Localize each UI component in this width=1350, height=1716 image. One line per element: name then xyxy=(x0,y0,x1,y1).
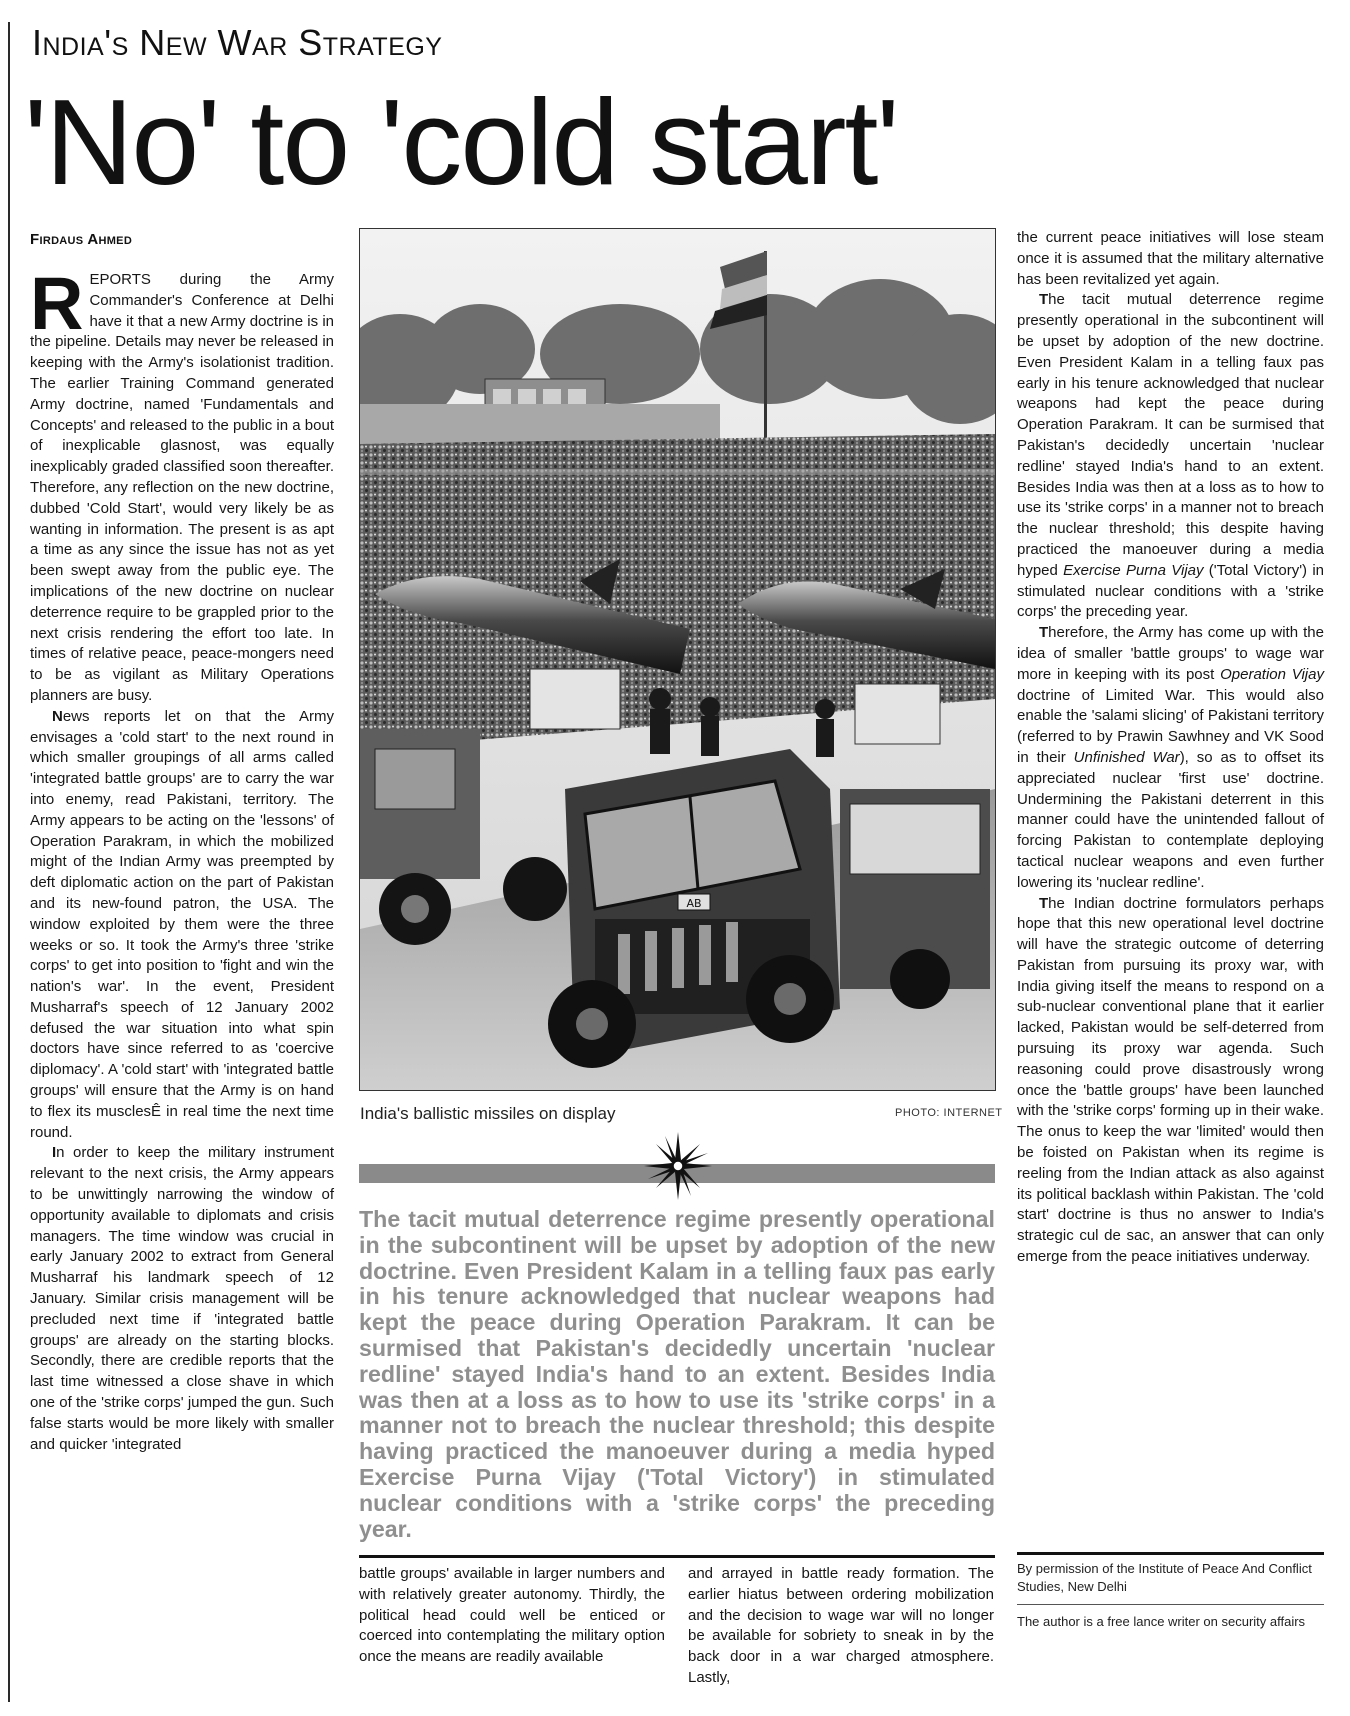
author-note: The author is a free lance writer on security affairs xyxy=(1017,1614,1306,1629)
photo-credit: PHOTO: INTERNET xyxy=(895,1107,1003,1119)
paragraph xyxy=(1017,894,1324,1268)
paragraph-lead: T xyxy=(1039,291,1049,309)
italic-term: Exercise Purna Vijay xyxy=(1063,561,1204,579)
paragraph xyxy=(1017,290,1324,623)
page-left-rule xyxy=(8,22,10,1702)
byline: Firdaus Ahmed xyxy=(30,231,133,248)
paragraph-lead: N xyxy=(52,707,63,725)
pull-quote: The tacit mutual deterrence regime presently operational in the subcontinent will be upset by adoption of the new doctrine. Even President Kalam in a telling faux pas early in his tenure acknowledged that nuclear weapons had kept the peace during Operation Parakram. It can be surmised that Pakistan's decidedly uncertain 'nuclear redline' stayed India's hand to an extent. Besides India was then at a loss as to how to use its 'strike corps' in a manner not to breach the nuclear threshold; this despite having practiced the manoeuver during a media hyped Exercise Purna Vijay ('Total Victory') in stimulated nuclear conditions with a 'strike corps' the preceding year. xyxy=(359,1206,995,1542)
photo-caption: India's ballistic missiles on display xyxy=(360,1104,616,1123)
paragraph: and arrayed in battle ready formation. The earlier hiatus between ordering mobilization and the decision to wage war will no longer be available for sobriety to sneak in by the back door in a war charged atmosphere. Lastly, xyxy=(688,1565,994,1686)
paragraph xyxy=(30,262,334,707)
divider xyxy=(1017,1604,1324,1605)
paragraph-lead: I xyxy=(52,1144,57,1162)
paragraph-lead: T xyxy=(1039,894,1049,912)
paragraph xyxy=(1017,623,1324,893)
starburst-icon xyxy=(643,1131,713,1201)
article-column-4 xyxy=(1017,228,1324,1268)
paragraph-text: doctrine of Limited War. This would also enable the 'salami slicing' of Pakistani territory (referred to by Prawin Sawhney and VK Sood in their xyxy=(1017,686,1324,766)
paragraph xyxy=(30,707,334,1144)
paragraph-text: ), so as to offset its appreciated nuclear 'first use' doctrine. Undermining the Pakistani deterrent in this manner could have the unintended fallout of forcing Pakistan to contemplate deploying tactical nuclear weapons and even further lowering its 'nuclear redline'. xyxy=(1017,748,1324,891)
divider xyxy=(359,1555,995,1558)
drop-cap: R xyxy=(30,262,84,345)
italic-term: Unfinished War xyxy=(1073,748,1180,766)
article-column-2 xyxy=(359,1564,665,1668)
divider xyxy=(1017,1552,1324,1555)
paragraph: battle groups' available in larger numbers and with relatively greater autonomy. Thirdly, the political head could well be enticed or coerced into contemplating the military option once the means are readily available xyxy=(359,1565,665,1666)
paragraph-text: ('Total Victory') in stimulated nuclear conditions with a 'strike corps' the preceding year. xyxy=(1017,561,1325,621)
kicker-headline: India's New War Strategy xyxy=(32,22,443,63)
italic-term: Operation Vijay xyxy=(1220,665,1324,683)
page-title: 'No' to 'cold start' xyxy=(24,74,898,210)
paragraph-lead: T xyxy=(1039,624,1049,642)
paragraph-text: n order to keep the military instrument relevant to the next crisis, the Army appears to be unwittingly narrowing the window of opportunity available to diplomats and crisis managers. The time window was crucial in early January 2002 to extract from General Musharraf his landmark speech of 12 January. Similar crisis management will be precluded next time if 'integrated battle groups' are already on the starting blocks. Secondly, there are credible reports that the last time witnessed a close shave in which one of the 'strike corps' jumped the gun. Such false starts would be more likely with smaller and quicker 'integrated xyxy=(30,1144,334,1453)
paragraph xyxy=(30,1143,334,1455)
paragraph-text: EPORTS during the Army Commander's Conference at Delhi have it that a new Army doctrine is in the pipeline. Details may never be released in keeping with the Army's isolationist tradition. The earlier Training Command generated Army doctrine, named 'Fundamentals and Concepts' and released to the public in a bout of inexplicable glasnost, was equally inexplicably graded classified soon thereafter. Therefore, any reflection on the new doctrine, dubbed 'Cold Start', would very likely be as wanting in information. The present is as apt a time as any since the issue has not as yet been swept away from the public eye. The implications of the new doctrine on nuclear deterrence require to be grappled prior to the next crisis rendering the effort too late. In times of relative peace, peace-mongers need to be as vigilant as Military Operations planners are busy. xyxy=(30,271,334,704)
paragraph-text: he tacit mutual deterrence regime presently operational in the subcontinent will be upset by adoption of the new doctrine. Even President Kalam in a telling faux pas early in his tenure acknowledged that nuclear weapons had kept the peace during Operation Parakram. It can be surmised that Pakistan's decidedly uncertain 'nuclear redline' stayed India's hand to an extent. Besides India was then at a loss as to how to use its 'strike corps' in a manner not to breach the nuclear threshold; this despite having practiced the manoeuver during a media hyped xyxy=(1017,291,1324,579)
article-column-3 xyxy=(688,1564,994,1689)
news-photo-missile-parade xyxy=(359,228,996,1091)
truck-plate: AB xyxy=(686,897,702,910)
article-column-1 xyxy=(30,262,334,1455)
paragraph-text: ews reports let on that the Army envisages a 'cold start' to the next round in which smaller groupings of all arms called 'integrated battle groups' are to carry the war into enemy, read Pakistani, territory. The Army appears to be acting on the 'lessons' of Operation Parakram, in which the mobilized might of the Indian Army was preempted by deft diplomatic action on the part of Pakistan and its new-found patron, the USA. The window exploited by them were the three weeks or so. It took the Army's three 'strike corps' to get into position to 'fight and win the nation's war'. In the event, President Musharraf's speech of 12 January 2002 defused the war situation into what spin doctors have since referred to as 'coercive diplomacy'. A 'cold start' with 'integrated battle groups' will ensure that the Army is on hand to flex its musclesÊ in real time the next time round. xyxy=(30,707,334,1141)
permission-note: By permission of the Institute of Peace And Conflict Studies, New Delhi xyxy=(1017,1561,1312,1594)
paragraph-text: herefore, the Army has come up with the idea of smaller 'battle groups' to wage war more in keeping with its post xyxy=(1017,624,1324,683)
paragraph: the current peace initiatives will lose steam once it is assumed that the military alternative has been revitalized yet again. xyxy=(1017,229,1324,288)
paragraph-text: he Indian doctrine formulators perhaps hope that this new operational level doctrine will have the strategic outcome of deterring Pakistan from pursuing its proxy war, with India giving itself the means to respond on a sub-nuclear conventional plane that it earlier lacked, Pakistan would be self-deterred from pursuing its proxy war agenda. Such reasoning could prove disastrously wrong once the 'battle groups' have been launched with the 'strike corps' forming up in their wake. The onus to keep the war 'limited' would then be foisted on Pakistan when its regime is reeling from the Indian attack as also against its political backlash within Pakistan. The 'cold start' doctrine is thus no answer to India's strategic cul de sac, an answer that can only emerge from the peace initiatives underway. xyxy=(1017,894,1324,1266)
